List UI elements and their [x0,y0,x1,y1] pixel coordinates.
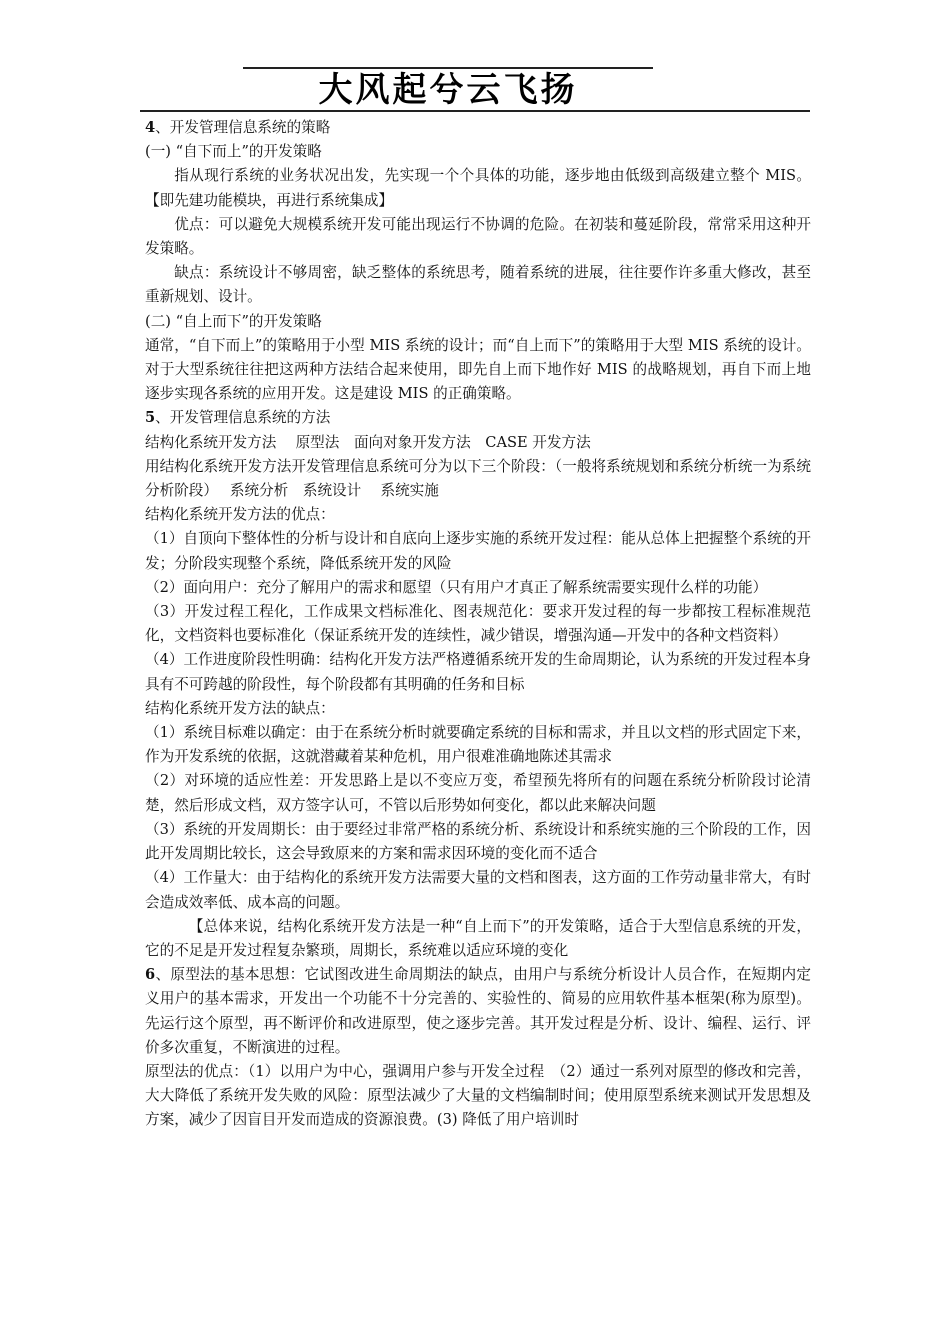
pros-item-3: （3）开发过程工程化，工作成果文档标准化、图表规范化：要求开发过程的每一步都按工程标准规范化，文档资料也要标准化（保证系统开发的连续性，减少错误，增强沟通—开发中的各种文档资料） [145,603,811,645]
section-6-paragraph [145,963,811,1060]
pros-title: 结构化系统开发方法的优点： [145,506,335,524]
cons-item-4: （4）工作量大：由于结构化的系统开发方法需要大量的文档和图表，这方面的工作劳动量非常大，有时会造成效率低、成本高的问题。 [145,869,812,911]
cons-item-3: （3）系统的开发周期长：由于要经过非常严格的系统分析、系统设计和系统实施的三个阶段的工作，因此开发周期比较长，这会导致原来的方案和需求因环境的变化而不适合 [145,820,812,863]
header-line-top [243,67,653,69]
paragraph-top-down-desc: 通常，“自下而上”的策略用于小型 MIS 系统的设计；而“自上而下”的策略用于大型 MIS 系统的设计。对于大型系统往往把这两种方法结合起来使用，即先自上而下地作好 MIS 的战略规划，再自下而上地逐步实现各系统的应用开发。这是建设 MIS 的正确策略。 [145,336,811,403]
paragraph-stages: 用结构化系统开发方法开发管理信息系统可分为以下三个阶段：（一般将系统规划和系统分析统一为系统分析阶段） 系统分析 系统设计 系统实施 [145,457,811,500]
document-body [145,116,811,1133]
cons-item-2: （2）对环境的适应性差：开发思路上是以不变应万变，希望预先将所有的问题在系统分析阶段讨论清楚，然后形成文档，双方签字认可，不管以后形势如何变化，都以此来解决问题 [145,772,811,814]
pros-item-1: （1）自顶向下整体性的分析与设计和自底向上逐步实施的系统开发过程：能从总体上把握整个系统的开发；分阶段实现整个系统，降低系统开发的风险 [145,530,812,572]
paragraph-methods-list: 结构化系统开发方法 原型法 面向对象开发方法 CASE 开发方法 [145,433,591,451]
cons-title: 结构化系统开发方法的缺点： [145,699,335,717]
cons-item-1: （1）系统目标难以确定：由于在系统分析时就要确定系统的目标和需求，并且以文档的形式固定下来，作为开发系统的依据，这就潜藏着某种危机，用户很难准确地陈述其需求 [145,724,812,766]
paragraph-bottom-up-pros: 优点：可以避免大规模系统开发可能出现运行不协调的危险。在初装和蔓延阶段，常常采用这种开发策略。 [145,215,811,258]
paragraph-bottom-up-desc: 指从现行系统的业务状况出发，先实现一个个具体的功能，逐步地由低级到高级建立整个 MIS。【即先建功能模块，再进行系统集成】 [145,167,811,209]
section-title: 、开发管理信息系统的方法 [155,409,331,427]
subsection-top-down-title: (二) “自上而下”的开发策略 [145,312,322,330]
section-number: 4 [145,119,156,136]
paragraph-summary: 【总体来说，结构化系统开发方法是一种“自上而下”的开发策略，适合于大型信息系统的开发，它的不足是开发过程复杂繁琐，周期长，系统难以适应环境的变化 [145,917,811,959]
paragraph-prototype-pros: 原型法的优点：（1）以用户为中心，强调用户参与开发全过程 （2）通过一系列对原型的修改和完善，大大降低了系统开发失败的风险：原型法减少了大量的文档编制时间；使用原型系统来测试开发思想及方案，减少了因盲目开发而造成的资源浪费。(3) 降低了用户培训时 [145,1062,811,1129]
pros-item-4: （4）工作进度阶段性明确：结构化开发方法严格遵循系统开发的生命周期论，认为系统的开发过程本身具有不可跨越的阶段性，每个阶段都有其明确的任务和目标 [145,651,812,693]
subsection-bottom-up-title: (一) “自下而上”的开发策略 [145,143,322,161]
section-4-heading [145,116,811,140]
paragraph-bottom-up-cons: 缺点：系统设计不够周密，缺乏整体的系统思考，随着系统的进展，往往要作许多重大修改，甚至重新规划、设计。 [145,264,811,306]
section-text: 、原型法的基本思想：它试图改进生命周期法的缺点，由用户与系统分析设计人员合作，在短期内定义用户的基本需求，开发出一个功能不十分完善的、实验性的、简易的应用软件基本框架(称为原型)。先运行这个原型，再不断评价和改进原型，使之逐步完善。其开发过程是分析、设计、编程、运行、评价多次重复，不断演进的过程。 [145,966,811,1056]
header-line-bottom [140,110,810,112]
section-number: 5 [145,409,156,427]
section-title: 、开发管理信息系统的策略 [155,119,331,136]
pros-item-2: （2）面向用户：充分了解用户的需求和愿望（只有用户才真正了解系统需要实现什么样的功能） [145,578,768,596]
section-5-heading [145,406,811,430]
section-number: 6 [145,966,156,984]
header-title: 大风起兮云飞扬 [318,70,578,110]
